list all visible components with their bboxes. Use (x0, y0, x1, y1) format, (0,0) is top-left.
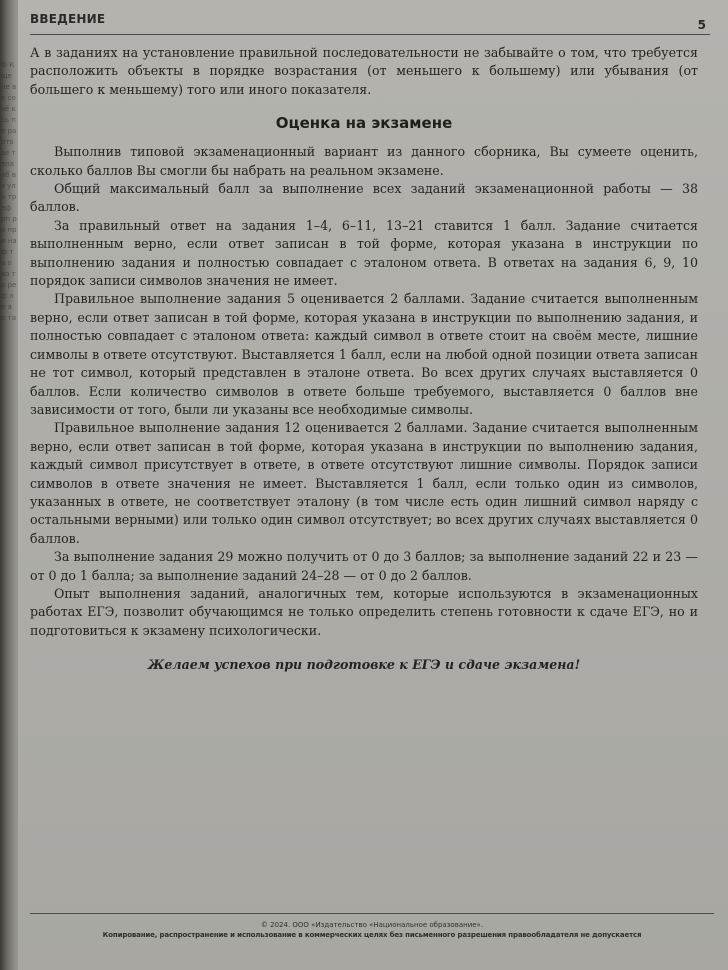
paragraph-experience: Опыт выполнения заданий, аналогичных тем, которые используются в экзаменационных работах ЕГЭ, позволит обучающимся не только определить степень готовности к сдаче ЕГЭ, но и подготовиться к экзамену психологически. (30, 585, 698, 638)
paragraph-max-score: Общий максимальный балл за выполнение всех заданий экзаменационной работы — 38 баллов. (30, 181, 698, 215)
page-content (30, 44, 698, 674)
paragraph-task-5: Правильное выполнение задания 5 оценивается 2 баллами. Задание считается выполненным верно, если ответ записан в той форме, которая указана в инструкции по выполнению задания, и полностью совпадает с эталоном ответа: каждый символ в ответе стоит на своём месте, лишние символы в ответе отсутствуют. Выставляется 1 балл, если на любой одной позиции ответа записан не тот символ, который представлен в эталоне ответа. Во всех других случаях выставляется 0 баллов. Если количество символов в ответе больше требуемого, выставляется 0 баллов вне зависимости от того, были ли указаны все необходимые символы. (30, 291, 698, 417)
footer-notice: Копирование, распространение и использование в коммерческих целях без письменного разрешения правообладателя не допускается (102, 931, 642, 939)
paragraph-tasks-22-29: За выполнение задания 29 можно получить от 0 до 3 баллов; за выполнение заданий 22 и 23 — от 0 до 1 балла; за выполнение заданий 24–28 — от 0 до 2 баллов. (30, 549, 698, 583)
page-number: 5 (697, 18, 706, 32)
spine-text-fragments: Ф К ще не ве со чё к сь пе ра ото ве т ела аб вэ ул н тр еф рп ра при на ф т а о во тр ре ф ле а р та (1, 61, 17, 322)
closing-wish: Желаем успехов при подготовке к ЕГЭ и сдаче экзамена! (147, 657, 581, 673)
section-title: Оценка на экзамене (275, 114, 453, 133)
intro-paragraph: А в заданиях на установление правильной последовательности не забывайте о том, что требуется расположить объекты в порядке возрастания (от меньшего к большему) или убывания (от большего к меньшему) того или иного показателя. (30, 45, 698, 97)
paragraph-task-12: Правильное выполнение задания 12 оценивается 2 баллами. Задание считается выполненным верно, если ответ записан в той форме, которая указана в инструкции по выполнению задания, каждый символ присутствует в ответе, в ответе отсутствуют лишние символы. Порядок записи символов в ответе значения не имеет. Выставляется 1 балл, если только один из символов, указанных в ответе, не соответствует эталону (в том числе есть один лишний символ наряду с остальными верными) или только один символ отсутствует; во всех других случаях выставляется 0 баллов. (30, 420, 698, 546)
paragraph-one-point-tasks: За правильный ответ на задания 1–4, 6–11, 13–21 ставится 1 балл. Задание считается выполненным верно, если ответ записан в той форме, которая указана в инструкции по выполнению задания и полностью совпадает с эталоном ответа. В ответах на задания 6, 9, 10 порядок записи символов значения не имеет. (30, 217, 698, 289)
paragraph-intro: Выполнив типовой экзаменационный вариант из данного сборника, Вы сумеете оценить, сколько баллов Вы смогли бы набрать на реальном экзамене. (30, 144, 698, 178)
page-header (30, 6, 710, 35)
section-label: ВВЕДЕНИЕ (30, 12, 106, 26)
footer-copyright: © 2024. ООО «Издательство «Национальное образование». (260, 921, 484, 929)
book-spine (0, 0, 20, 970)
book-page (18, 0, 728, 970)
page-footer (30, 913, 714, 940)
